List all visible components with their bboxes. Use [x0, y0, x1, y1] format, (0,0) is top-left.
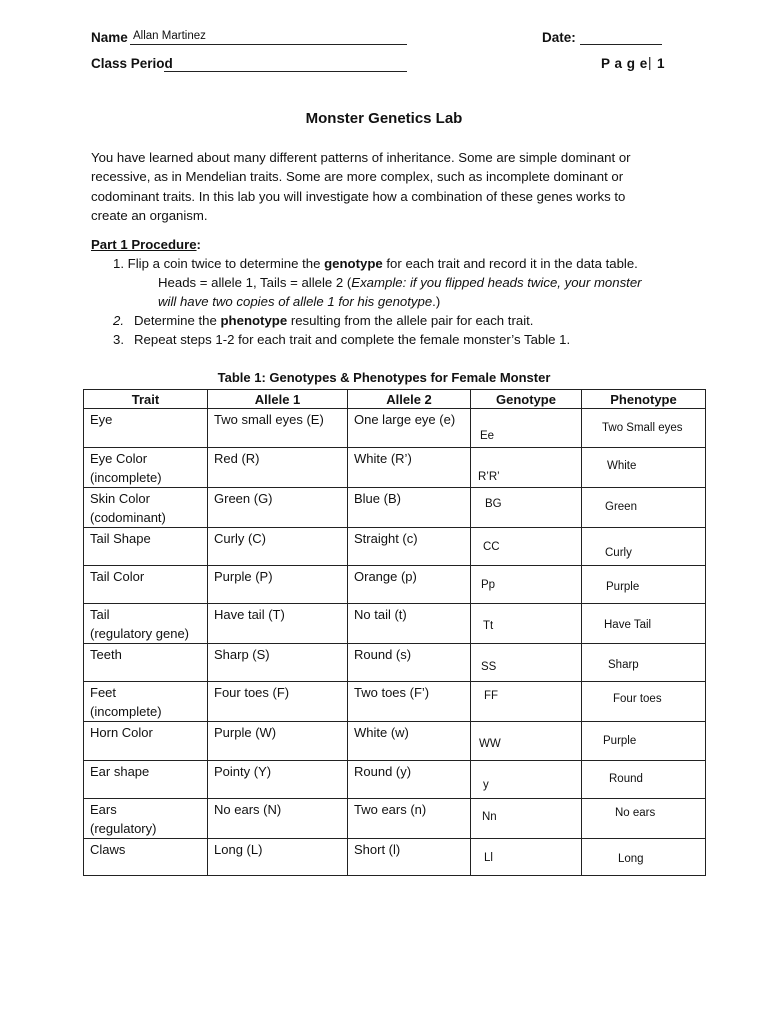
intro-line-1: You have learned about many different patterns of inheritance. Some are simple dominant or	[91, 150, 631, 165]
procedure-step-3-text: Repeat steps 1-2 for each trait and complete the female monster’s Table 1.	[134, 332, 571, 347]
trait-cell	[84, 839, 208, 876]
procedure-step-3-number: 3.	[113, 332, 124, 347]
genotype-value: BG	[485, 498, 502, 510]
phenotype-value: Two Small eyes	[602, 422, 683, 434]
allele-2-cell: One large eye (e)	[348, 409, 471, 448]
allele-1-cell: Sharp (S)	[208, 644, 348, 682]
procedure-heading-text: Part 1 Procedure	[91, 237, 197, 252]
procedure-step-1	[113, 256, 638, 271]
allele-2-cell: Two ears (n)	[348, 799, 471, 839]
allele-1-cell: No ears (N)	[208, 799, 348, 839]
phenotype-cell[interactable]	[582, 566, 706, 604]
phenotype-cell[interactable]	[582, 488, 706, 528]
genotype-value: WW	[479, 738, 501, 750]
table-header-row	[84, 390, 706, 409]
allele-1-cell: Pointy (Y)	[208, 761, 348, 799]
genotype-value: R’R’	[478, 471, 500, 483]
genotype-cell[interactable]	[471, 799, 582, 839]
allele-2-cell: Round (s)	[348, 644, 471, 682]
intro-line-2: recessive, as in Mendelian traits. Some are more complex, such as incomplete dominant or	[91, 169, 624, 185]
trait-cell	[84, 409, 208, 448]
trait-cell	[84, 488, 208, 528]
phenotype-cell[interactable]	[582, 448, 706, 488]
phenotype-cell[interactable]	[582, 409, 706, 448]
procedure-step-2	[113, 313, 124, 328]
step1-genotype-term: genotype	[324, 256, 383, 271]
allele-2-cell: White (R’)	[348, 448, 471, 488]
name-value[interactable]: Allan Martinez	[133, 30, 206, 42]
genotype-cell[interactable]	[471, 448, 582, 488]
allele-1-cell: Curly (C)	[208, 528, 348, 566]
step1-text-post: for each trait and record it in the data table.	[382, 256, 638, 271]
allele-1-cell: Two small eyes (E)	[208, 409, 348, 448]
trait-cell	[84, 799, 208, 839]
phenotype-cell[interactable]	[582, 682, 706, 722]
phenotype-value: Round	[609, 773, 643, 785]
phenotype-value: Curly	[605, 547, 632, 559]
allele-1-cell: Long (L)	[208, 839, 348, 876]
phenotype-value: Sharp	[608, 659, 639, 671]
table-row	[84, 448, 706, 488]
trait-qualifier: (incomplete)	[90, 704, 162, 719]
genotype-cell[interactable]	[471, 604, 582, 644]
step1-sub-pre: Heads = allele 1, Tails = allele 2 (	[158, 275, 352, 290]
trait-qualifier: (codominant)	[90, 510, 166, 525]
genotype-value: SS	[481, 661, 497, 673]
genotype-value: Ee	[480, 430, 495, 442]
trait-name: Eye Color	[90, 451, 148, 466]
intro-paragraph	[91, 148, 681, 225]
trait-cell	[84, 644, 208, 682]
genotype-cell[interactable]	[471, 528, 582, 566]
table-caption: Table 1: Genotypes & Phenotypes for Female Monster	[217, 370, 551, 385]
table-row	[84, 839, 706, 876]
phenotype-value: White	[607, 460, 637, 472]
table-row	[84, 682, 706, 722]
phenotype-value: Long	[618, 853, 644, 865]
trait-cell	[84, 761, 208, 799]
procedure-heading	[91, 237, 201, 252]
trait-qualifier: (regulatory)	[90, 821, 157, 836]
trait-name: Tail Color	[90, 569, 145, 584]
page-label: P a g e	[601, 56, 648, 71]
phenotype-value: No ears	[615, 807, 656, 819]
class-period-label: Class Period	[91, 56, 173, 71]
header-trait: Trait	[84, 390, 208, 409]
phenotype-value: Purple	[603, 735, 637, 747]
allele-2-cell: White (w)	[348, 722, 471, 761]
allele-1-cell: Four toes (F)	[208, 682, 348, 722]
allele-1-cell: Red (R)	[208, 448, 348, 488]
genotype-cell[interactable]	[471, 409, 582, 448]
genotype-cell[interactable]	[471, 722, 582, 761]
table-row	[84, 761, 706, 799]
trait-cell	[84, 604, 208, 644]
genotype-value: Pp	[481, 579, 496, 591]
name-label: Name	[91, 30, 128, 45]
allele-1-cell: Purple (P)	[208, 566, 348, 604]
header-phenotype: Phenotype	[582, 390, 706, 409]
page-title: Monster Genetics Lab	[305, 110, 463, 127]
intro-line-3: codominant traits. In this lab you will investigate how a combination of these genes works to	[91, 188, 626, 204]
phenotype-cell[interactable]	[582, 722, 706, 761]
trait-cell	[84, 528, 208, 566]
allele-2-cell: Orange (p)	[348, 566, 471, 604]
step1-example-label: Example:	[351, 275, 407, 290]
step1-example-text-2: will have two copies of allele 1 for his genotype	[158, 294, 433, 309]
intro-line-4: create an organism.	[91, 207, 208, 223]
genotype-cell[interactable]	[471, 644, 582, 682]
trait-cell	[84, 448, 208, 488]
trait-name: Ears	[90, 802, 117, 817]
trait-cell	[84, 722, 208, 761]
trait-name: Claws	[90, 842, 126, 857]
table-row	[84, 644, 706, 682]
step2-number: 2.	[113, 313, 124, 328]
phenotype-cell[interactable]	[582, 604, 706, 644]
phenotype-cell[interactable]	[582, 799, 706, 839]
phenotype-value: Purple	[606, 581, 640, 593]
genotype-value: FF	[484, 690, 499, 702]
phenotype-cell[interactable]	[582, 528, 706, 566]
genotype-value: Tt	[483, 620, 494, 632]
genotype-value: Nn	[482, 811, 497, 823]
procedure-step-1-sub	[158, 275, 642, 290]
genotype-cell[interactable]	[471, 488, 582, 528]
step1-sub-end: .)	[432, 294, 441, 309]
allele-2-cell: Straight (c)	[348, 528, 471, 566]
trait-qualifier: (regulatory gene)	[90, 626, 189, 641]
genotype-value: CC	[483, 541, 500, 553]
trait-name: Teeth	[90, 647, 122, 662]
phenotype-cell[interactable]	[582, 761, 706, 799]
table-row	[84, 604, 706, 644]
procedure-heading-colon: :	[196, 237, 201, 252]
trait-qualifier: (incomplete)	[90, 470, 162, 485]
step1-text-pre: 1. Flip a coin twice to determine the	[113, 256, 325, 271]
trait-cell	[84, 566, 208, 604]
genotype-value: y	[483, 779, 489, 791]
phenotype-value: Green	[605, 501, 637, 513]
header-genotype: Genotype	[471, 390, 582, 409]
allele-2-cell: Two toes (F’)	[348, 682, 471, 722]
genotype-cell[interactable]	[471, 839, 582, 876]
table-row	[84, 566, 706, 604]
phenotype-value: Four toes	[613, 693, 662, 705]
header-allele-2: Allele 2	[348, 390, 471, 409]
table-row	[84, 722, 706, 761]
step2-text-pre: Determine the	[134, 313, 221, 328]
step1-example-text: if you flipped heads twice, your monster	[406, 275, 642, 290]
trait-name: Ear shape	[90, 764, 150, 779]
procedure-step-1-sub-2	[158, 294, 440, 309]
trait-name: Skin Color	[90, 491, 150, 506]
allele-2-cell: No tail (t)	[348, 604, 471, 644]
table-row	[84, 799, 706, 839]
phenotype-cell[interactable]	[582, 839, 706, 876]
allele-1-cell: Purple (W)	[208, 722, 348, 761]
allele-1-cell: Have tail (T)	[208, 604, 348, 644]
trait-name: Tail Shape	[90, 531, 151, 546]
allele-2-cell: Blue (B)	[348, 488, 471, 528]
allele-2-cell: Short (l)	[348, 839, 471, 876]
trait-cell	[84, 682, 208, 722]
genotype-cell[interactable]	[471, 566, 582, 604]
page-separator: |	[648, 55, 652, 70]
trait-name: Eye	[90, 412, 113, 427]
class-period-underline[interactable]	[164, 71, 407, 72]
table-row	[84, 488, 706, 528]
step2-text-post: resulting from the allele pair for each trait.	[287, 313, 534, 328]
header-allele-1: Allele 1	[208, 390, 348, 409]
trait-name: Tail	[90, 607, 110, 622]
genotype-cell[interactable]	[471, 682, 582, 722]
genotype-value: Ll	[484, 852, 493, 864]
allele-1-cell: Green (G)	[208, 488, 348, 528]
date-underline[interactable]	[580, 44, 662, 45]
genotype-cell[interactable]	[471, 761, 582, 799]
trait-name: Feet	[90, 685, 117, 700]
trait-name: Horn Color	[90, 725, 153, 740]
page-number: 1	[657, 56, 665, 71]
phenotype-value: Have Tail	[604, 619, 652, 631]
date-label: Date:	[542, 30, 576, 45]
allele-2-cell: Round (y)	[348, 761, 471, 799]
phenotype-cell[interactable]	[582, 644, 706, 682]
step2-phenotype-term: phenotype	[220, 313, 288, 328]
genotype-phenotype-table	[83, 389, 706, 876]
table-row	[84, 409, 706, 448]
procedure-step-2-text	[134, 313, 533, 328]
name-underline	[130, 44, 407, 45]
table-row	[84, 528, 706, 566]
